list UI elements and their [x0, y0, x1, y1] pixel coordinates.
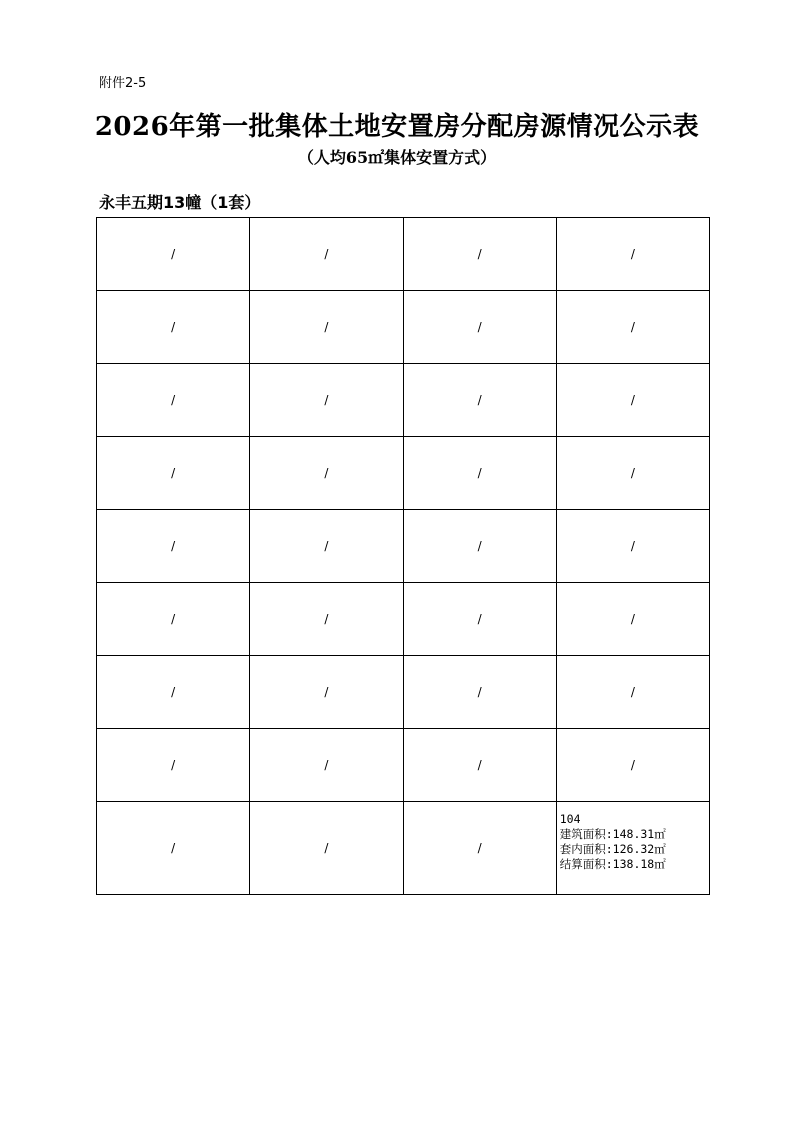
table-row — [97, 291, 710, 364]
table-cell: / — [97, 583, 250, 656]
table-cell: / — [403, 437, 556, 510]
table-cell: / — [556, 656, 709, 729]
attachment-label: 附件2-5 — [99, 76, 147, 91]
table-cell: / — [403, 291, 556, 364]
table-cell: / — [403, 583, 556, 656]
table-row — [97, 437, 710, 510]
inner-area: 套内面积:126.32㎡ — [559, 842, 666, 856]
table-cell: / — [97, 291, 250, 364]
table-row — [97, 510, 710, 583]
table-cell: / — [556, 364, 709, 437]
building-label: 永丰五期13幢（1套） — [99, 193, 261, 212]
table-cell: / — [250, 656, 403, 729]
table-cell: / — [556, 510, 709, 583]
table-cell: / — [556, 291, 709, 364]
table-cell: / — [403, 802, 556, 895]
settlement-area: 结算面积:138.18㎡ — [559, 857, 666, 871]
table-cell: / — [403, 364, 556, 437]
table-cell: / — [403, 656, 556, 729]
table-cell: / — [250, 291, 403, 364]
table-row — [97, 583, 710, 656]
table-cell: / — [250, 802, 403, 895]
housing-table — [96, 217, 710, 895]
table-row — [97, 802, 710, 895]
table-cell: / — [403, 510, 556, 583]
table-cell: / — [250, 437, 403, 510]
table-cell: / — [403, 218, 556, 291]
table-cell: / — [97, 364, 250, 437]
table-cell: / — [403, 729, 556, 802]
table-cell: / — [97, 437, 250, 510]
table-cell: / — [250, 218, 403, 291]
table-cell: / — [250, 729, 403, 802]
table-row — [97, 656, 710, 729]
unit-info-cell — [556, 802, 709, 895]
table-cell: / — [250, 583, 403, 656]
table-row — [97, 729, 710, 802]
table-cell: / — [556, 437, 709, 510]
building-area: 建筑面积:148.31㎡ — [559, 827, 666, 841]
page-subtitle: （人均65㎡集体安置方式） — [297, 148, 497, 167]
table-row — [97, 364, 710, 437]
table-cell: / — [250, 510, 403, 583]
table-cell: / — [556, 583, 709, 656]
table-cell: / — [97, 802, 250, 895]
table-cell: / — [556, 729, 709, 802]
table-cell: / — [250, 364, 403, 437]
table-cell: / — [97, 656, 250, 729]
page-title: 2026年第一批集体土地安置房分配房源情况公示表 — [94, 112, 700, 142]
table-cell: / — [556, 218, 709, 291]
table-cell: / — [97, 510, 250, 583]
table-cell: / — [97, 729, 250, 802]
table-row — [97, 218, 710, 291]
unit-number: 104 — [559, 812, 581, 826]
table-cell: / — [97, 218, 250, 291]
